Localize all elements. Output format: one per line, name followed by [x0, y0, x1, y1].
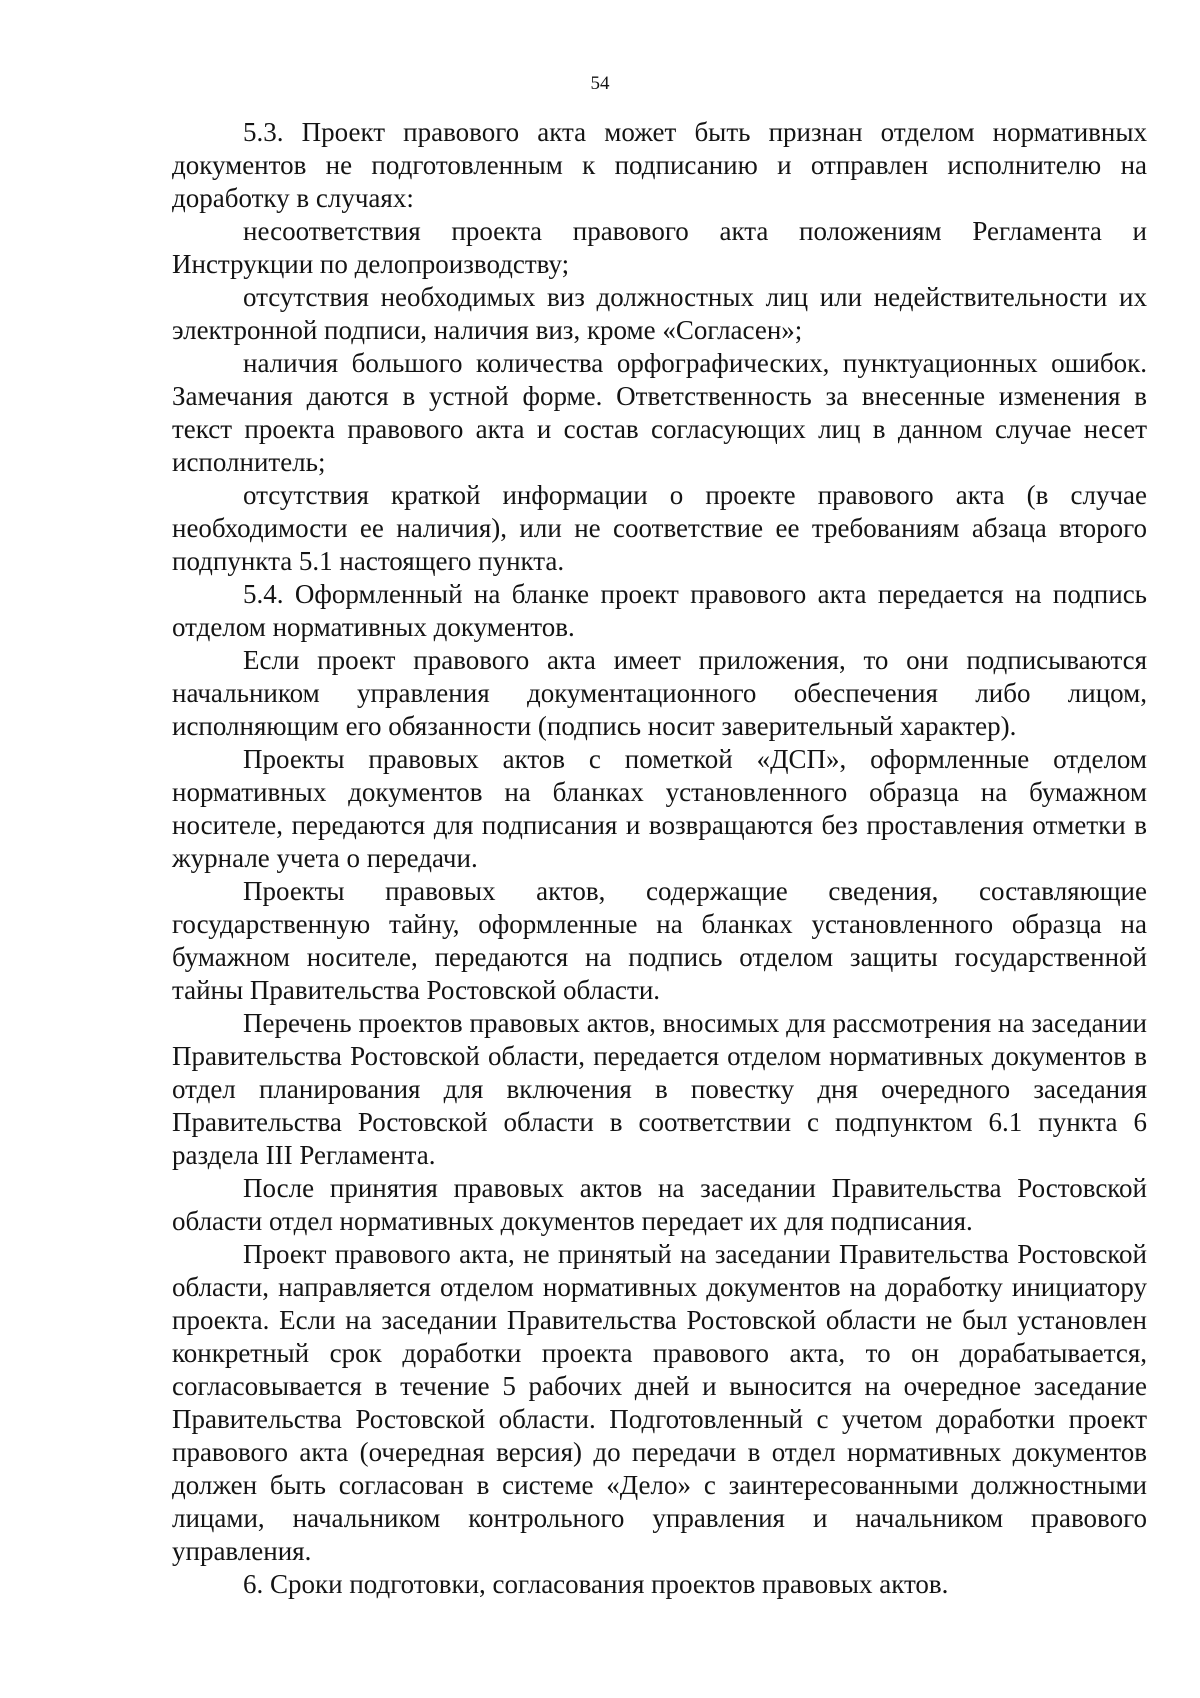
document-body — [172, 116, 1147, 1601]
paragraph-state-secret: Проекты правовых актов, содержащие сведения, составляющие государственную тайну, оформленные на бланках установленного образца на бумажном носителе, передаются на подпись отделом защиты государственной тайны Правительства Ростовской области. — [172, 876, 1147, 1005]
paragraph-dsp: Проекты правовых актов с пометкой «ДСП», оформленные отделом нормативных документов на бланках установленного образца на бумажном носителе, передаются для подписания и возвращаются без проставления отметки в журнале учета о передачи. — [172, 744, 1147, 873]
paragraph-not-adopted: Проект правового акта, не принятый на заседании Правительства Ростовской области, направляется отделом нормативных документов на доработку инициатору проекта. Если на заседании Правительства Ростовской области не был установлен конкретный срок доработки проекта правового акта, то он дорабатывается, согласовывается в течение 5 рабочих дней и выносится на очередное заседание Правительства Ростовской области. Подготовленный с учетом доработки проект правового акта (очередная версия) до передачи в отдел нормативных документов должен быть согласован в системе «Дело» с заинтересованными должностными лицами, начальником контрольного управления и начальником правового управления. — [172, 1239, 1147, 1566]
paragraph-after-adoption: После принятия правовых актов на заседании Правительства Ростовской области отдел нормативных документов передает их для подписания. — [172, 1173, 1147, 1236]
paragraph-attachments: Если проект правового акта имеет приложения, то они подписываются начальником управления документационного обеспечения либо лицом, исполняющим его обязанности (подпись носит заверительный характер). — [172, 645, 1147, 741]
paragraph-spelling-errors: наличия большого количества орфографических, пунктуационных ошибок. Замечания даются в устной форме. Ответственность за внесенные изменения в текст проекта правового акта и состав согласующих лиц в данном случае несет исполнитель; — [172, 348, 1147, 477]
paragraph-agenda-list: Перечень проектов правовых актов, вносимых для рассмотрения на заседании Правительства Ростовской области, передается отделом нормативных документов в отдел планирования для включения в повестку дня очередного заседания Правительства Ростовской области в соответствии с подпунктом 6.1 пункта 6 раздела III Регламента. — [172, 1008, 1147, 1170]
paragraph-nonconformity: несоответствия проекта правового акта положениям Регламента и Инструкции по делопроизводству; — [172, 216, 1147, 279]
section-6-heading: 6. Сроки подготовки, согласования проектов правовых актов. — [243, 1569, 949, 1599]
paragraph-missing-visas: отсутствия необходимых виз должностных лиц или недействительности их электронной подписи, наличия виз, кроме «Согласен»; — [172, 282, 1147, 345]
page-number: 54 — [590, 73, 610, 94]
paragraph-missing-summary: отсутствия краткой информации о проекте правового акта (в случае необходимости ее наличия), или не соответствие ее требованиям абзаца второго подпункта 5.1 настоящего пункта. — [172, 480, 1147, 576]
paragraph-5-4: 5.4. Оформленный на бланке проект правового акта передается на подпись отделом нормативных документов. — [172, 579, 1147, 642]
paragraph-5-3: 5.3. Проект правового акта может быть признан отделом нормативных документов не подготовленным к подписанию и отправлен исполнителю на доработку в случаях: — [172, 117, 1147, 213]
